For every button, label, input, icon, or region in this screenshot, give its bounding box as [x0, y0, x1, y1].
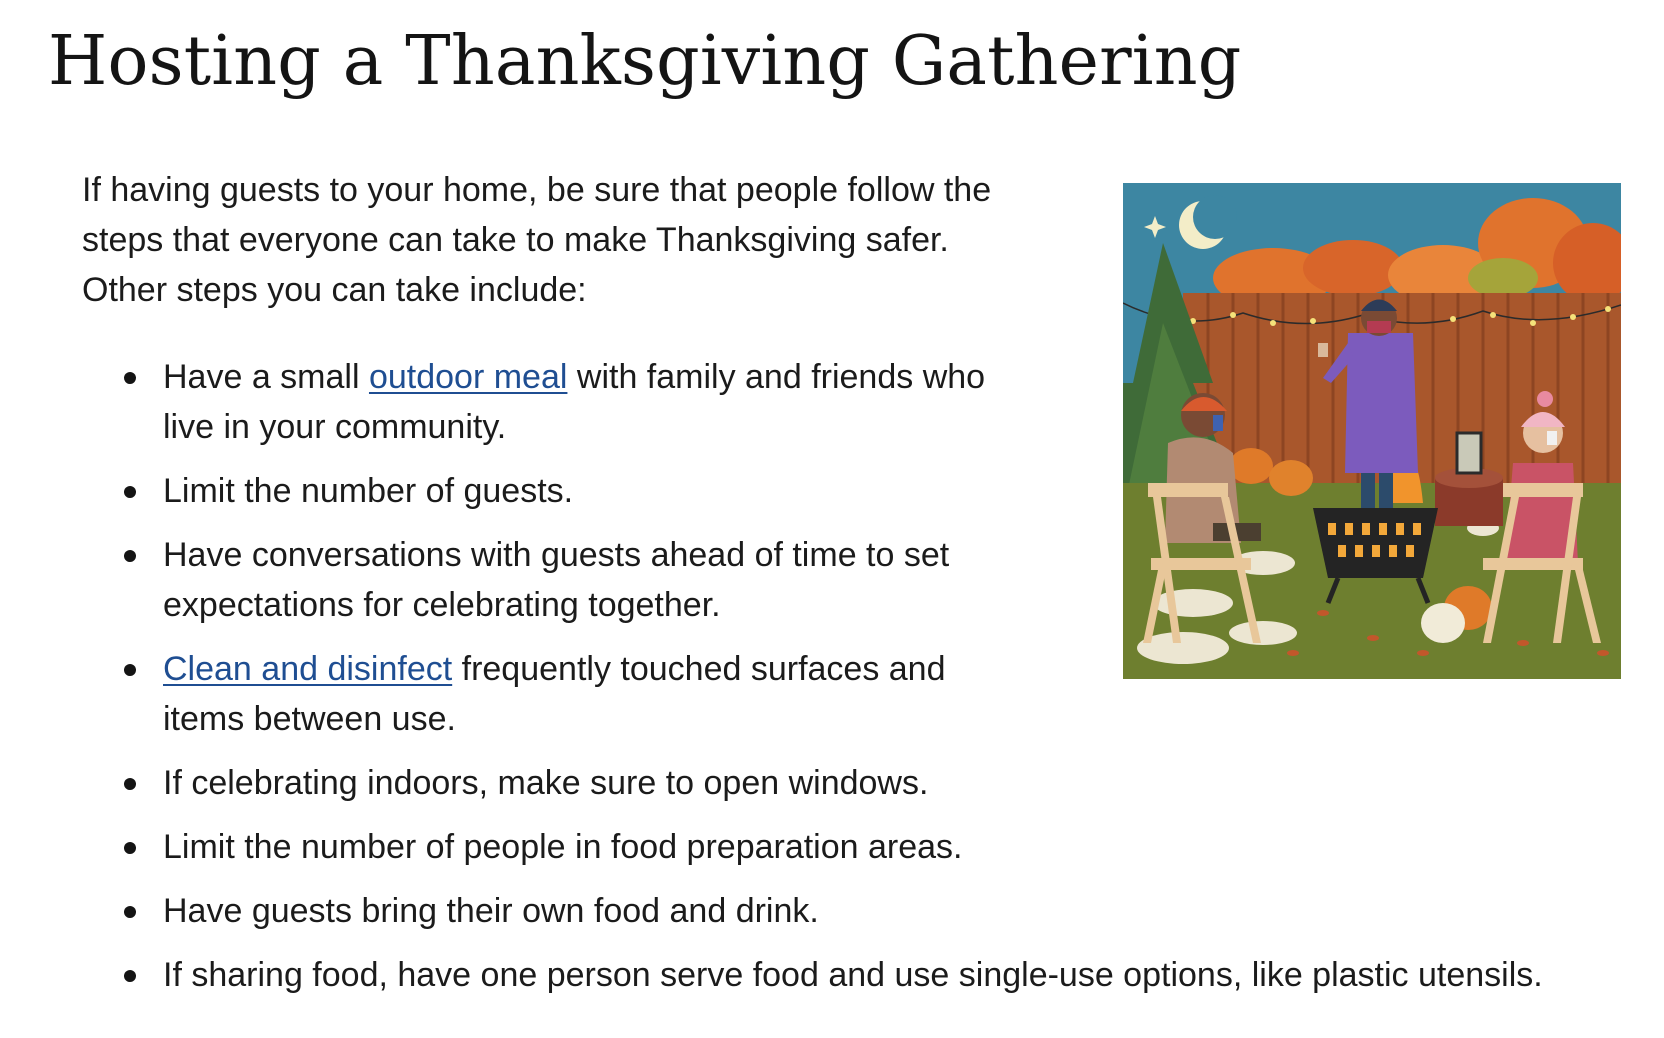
intro-line: Other steps you can take include:: [82, 271, 587, 309]
bullet-icon: [124, 778, 136, 790]
list-item-text: Limit the number of people in food preparation areas.: [163, 828, 963, 866]
list-item-text: If sharing food, have one person serve food and use single-use options, like plastic utensils.: [163, 956, 1543, 994]
intro-paragraph: [82, 165, 1082, 315]
bullet-icon: [124, 906, 136, 918]
intro-line: steps that everyone can take to make Thanksgiving safer.: [82, 221, 949, 259]
list-item-text: Have a small: [163, 358, 369, 396]
list-item-text: Have conversations with guests ahead of time to set: [163, 536, 950, 574]
bullet-icon: [124, 664, 136, 676]
clean-and-disinfect-link[interactable]: Clean and disinfect: [163, 650, 453, 688]
list-item: [82, 822, 1543, 872]
bullet-icon: [124, 550, 136, 562]
intro-line: If having guests to your home, be sure that people follow the: [82, 171, 992, 209]
list-item-text: If celebrating indoors, make sure to open windows.: [163, 764, 929, 802]
list-item-text: Limit the number of guests.: [163, 472, 574, 510]
list-item: [82, 758, 1543, 808]
list-item-text: Have guests bring their own food and drink.: [163, 892, 819, 930]
list-item-text: live in your community.: [163, 408, 507, 446]
lantern-icon: [1457, 433, 1481, 473]
list-item-text: expectations for celebrating together.: [163, 586, 721, 624]
list-item-text: with family and friends who: [567, 358, 986, 396]
list-item: [82, 886, 1543, 936]
bullet-icon: [124, 486, 136, 498]
outdoor-meal-link[interactable]: outdoor meal: [368, 358, 568, 396]
list-item: [82, 950, 1543, 1000]
bullet-icon: [124, 372, 136, 384]
bullet-icon: [124, 970, 136, 982]
list-item-text: items between use.: [163, 700, 456, 738]
bullet-icon: [124, 842, 136, 854]
backyard-gathering-illustration: [1123, 183, 1621, 679]
page-title: Hosting a Thanksgiving Gathering: [48, 22, 1242, 101]
list-item-text: frequently touched surfaces and: [452, 650, 946, 688]
